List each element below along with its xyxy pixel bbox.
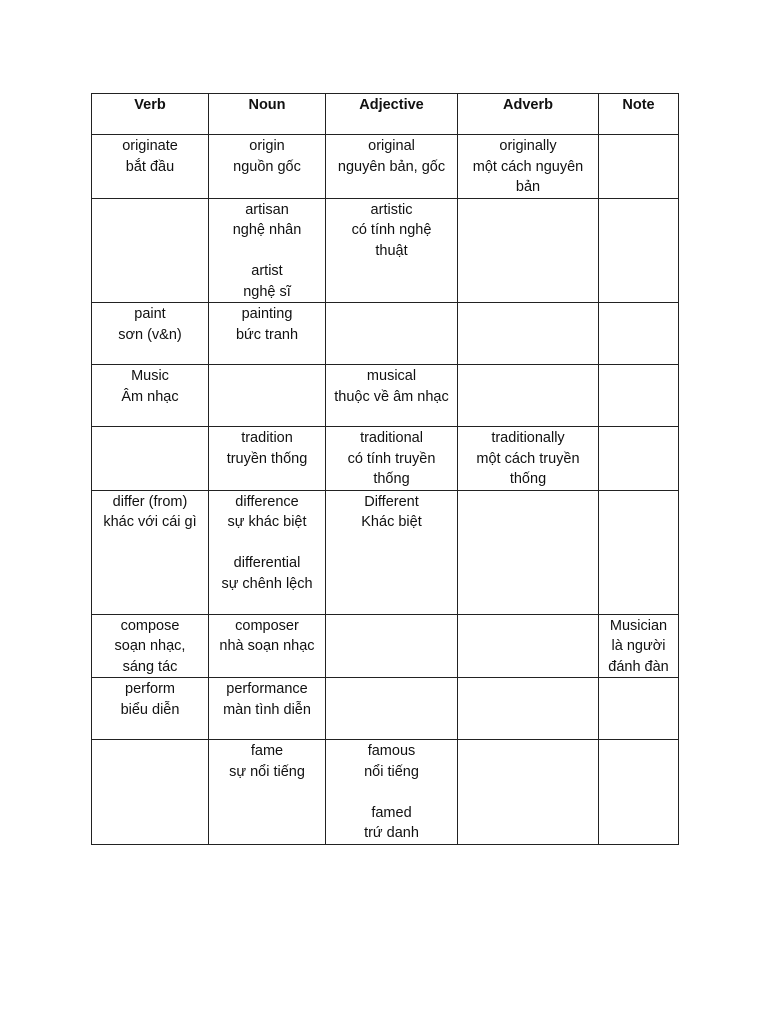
cell-text: nghệ sĩ xyxy=(243,283,291,300)
cell-text: original xyxy=(368,138,415,154)
cell-text: sự nổi tiếng xyxy=(229,763,305,780)
word-form-table xyxy=(91,93,679,845)
cell-verb xyxy=(92,740,209,845)
cell-adjective xyxy=(326,303,458,365)
cell-note xyxy=(599,365,679,427)
cell-text: soạn nhạc, xyxy=(114,638,186,654)
cell-verb xyxy=(92,614,209,678)
cell-adverb xyxy=(458,614,599,678)
cell-text: famous xyxy=(367,743,416,759)
cell-adverb xyxy=(458,198,599,303)
cell-spacer xyxy=(212,533,322,554)
cell-text: nổi tiếng xyxy=(364,763,419,780)
cell-text: thuộc về âm nhạc xyxy=(334,388,449,405)
cell-text: Âm nhạc xyxy=(121,388,179,405)
cell-noun xyxy=(209,198,326,303)
cell-text: sự chênh lệch xyxy=(221,575,313,592)
cell-text: bức tranh xyxy=(235,326,299,343)
cell-text: có tính truyền xyxy=(347,450,436,467)
cell-text: musical xyxy=(366,368,417,384)
cell-text: compose xyxy=(120,617,180,634)
header-row xyxy=(92,94,679,135)
cell-text: nguyên bản, gốc xyxy=(337,158,446,175)
cell-noun xyxy=(209,490,326,614)
header-note: Note xyxy=(599,94,679,135)
cell-text: difference xyxy=(235,493,299,510)
cell-text: thống xyxy=(373,471,410,487)
cell-text: thuật xyxy=(375,242,408,259)
cell-text: Musician xyxy=(609,617,668,634)
cell-text: perform xyxy=(125,681,175,697)
cell-noun xyxy=(209,740,326,845)
table-row xyxy=(92,198,679,303)
cell-text: nguồn gốc xyxy=(233,158,301,175)
cell-noun xyxy=(209,427,326,491)
cell-text: trứ danh xyxy=(364,825,419,841)
cell-text: thống xyxy=(509,471,547,487)
cell-note xyxy=(599,427,679,491)
cell-adjective xyxy=(326,365,458,427)
cell-text: một cách truyền xyxy=(476,450,580,467)
cell-text: truyền thống xyxy=(226,450,308,467)
cell-text: sơn (v&n) xyxy=(118,326,182,343)
cell-noun xyxy=(209,365,326,427)
cell-adjective xyxy=(326,490,458,614)
table-row xyxy=(92,135,679,199)
table-row xyxy=(92,303,679,365)
cell-text: Music xyxy=(131,368,169,384)
cell-text: bản xyxy=(515,179,541,195)
cell-text: originate xyxy=(122,138,178,154)
cell-text: khác với cái gì xyxy=(103,514,197,530)
cell-verb xyxy=(92,490,209,614)
cell-text: originally xyxy=(499,138,557,154)
cell-text: traditional xyxy=(360,430,423,446)
cell-verb xyxy=(92,198,209,303)
cell-adjective xyxy=(326,198,458,303)
header-verb: Verb xyxy=(92,94,209,135)
table-row xyxy=(92,365,679,427)
cell-noun xyxy=(209,303,326,365)
cell-noun xyxy=(209,614,326,678)
table-row xyxy=(92,678,679,740)
cell-verb xyxy=(92,135,209,199)
cell-text: artisan xyxy=(245,201,289,218)
cell-adverb xyxy=(458,678,599,740)
cell-adverb xyxy=(458,427,599,491)
cell-text: nghệ nhân xyxy=(232,222,302,238)
cell-adverb xyxy=(458,365,599,427)
cell-spacer xyxy=(329,782,454,803)
table-row xyxy=(92,490,679,614)
cell-adverb xyxy=(458,740,599,845)
cell-text: đánh đàn xyxy=(608,658,669,675)
cell-note xyxy=(599,614,679,678)
cell-text: biểu diễn xyxy=(120,701,180,718)
cell-text: fame xyxy=(250,743,284,759)
cell-verb xyxy=(92,678,209,740)
cell-verb xyxy=(92,427,209,491)
table-body xyxy=(92,135,679,845)
cell-text: màn tình diễn xyxy=(223,701,311,718)
cell-adjective xyxy=(326,614,458,678)
cell-text: artist xyxy=(251,263,283,279)
cell-text: nhà soạn nhạc xyxy=(219,638,315,654)
cell-adjective xyxy=(326,427,458,491)
table-row xyxy=(92,614,679,678)
table-row xyxy=(92,427,679,491)
table-row xyxy=(92,740,679,845)
cell-adverb xyxy=(458,303,599,365)
header-adjective: Adjective xyxy=(326,94,458,135)
cell-noun xyxy=(209,135,326,199)
cell-text: composer xyxy=(235,617,299,634)
cell-verb xyxy=(92,365,209,427)
cell-text: painting xyxy=(241,306,293,322)
cell-adverb xyxy=(458,135,599,199)
cell-text: origin xyxy=(249,138,285,154)
cell-text: sự khác biệt xyxy=(227,514,307,530)
cell-text: traditionally xyxy=(491,430,565,446)
cell-text: performance xyxy=(226,681,308,697)
cell-text: tradition xyxy=(241,430,293,446)
cell-adjective xyxy=(326,135,458,199)
cell-text: Khác biệt xyxy=(361,514,422,530)
cell-text: là người xyxy=(611,638,666,654)
cell-text: artistic xyxy=(370,201,413,218)
cell-adverb xyxy=(458,490,599,614)
header-noun: Noun xyxy=(209,94,326,135)
cell-spacer xyxy=(212,241,322,262)
cell-adjective xyxy=(326,678,458,740)
cell-text: famed xyxy=(371,804,412,821)
cell-text: một cách nguyên xyxy=(472,158,584,175)
cell-text: có tính nghệ xyxy=(351,222,432,238)
cell-adjective xyxy=(326,740,458,845)
cell-note xyxy=(599,678,679,740)
cell-noun xyxy=(209,678,326,740)
cell-verb xyxy=(92,303,209,365)
cell-text: differential xyxy=(233,555,301,571)
cell-note xyxy=(599,198,679,303)
cell-text: Different xyxy=(364,493,419,510)
cell-text: paint xyxy=(134,306,166,322)
cell-note xyxy=(599,303,679,365)
cell-text: sáng tác xyxy=(122,658,178,675)
cell-note xyxy=(599,490,679,614)
cell-note xyxy=(599,135,679,199)
header-adverb: Adverb xyxy=(458,94,599,135)
cell-text: bắt đầu xyxy=(125,158,175,175)
cell-text: differ (from) xyxy=(112,493,188,510)
cell-note xyxy=(599,740,679,845)
